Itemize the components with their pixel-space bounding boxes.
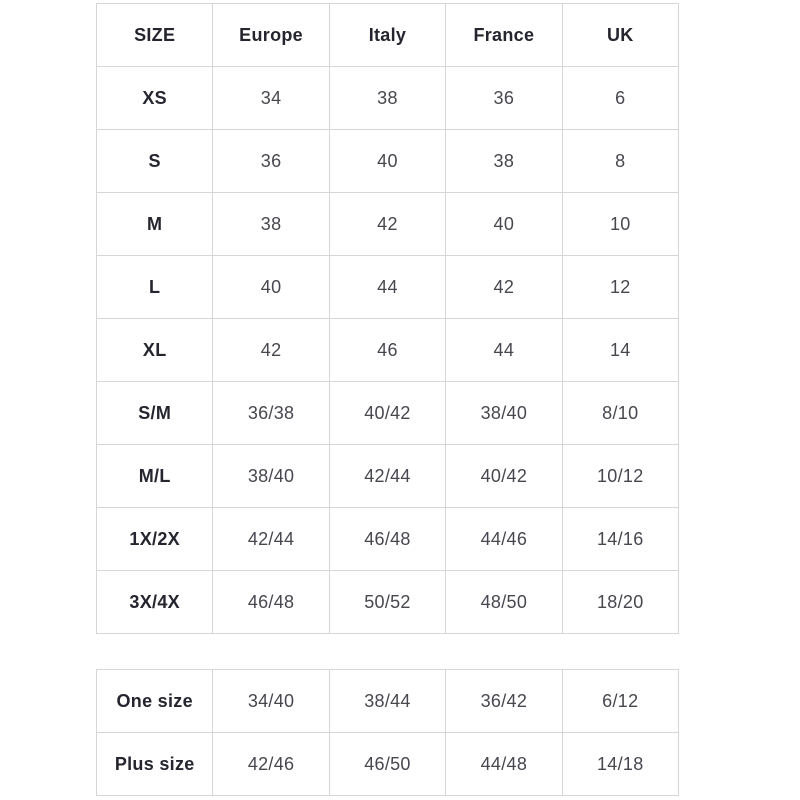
table-cell: 38/40: [446, 382, 562, 445]
table-cell: 6/12: [562, 670, 678, 733]
table-cell: 38/44: [329, 670, 445, 733]
table-cell: 8: [562, 130, 678, 193]
col-header-uk: UK: [562, 4, 678, 67]
table-cell: 44: [446, 319, 562, 382]
table-cell: 34: [213, 67, 329, 130]
table-cell: 42: [446, 256, 562, 319]
size-label-1x2x: 1X/2X: [97, 508, 213, 571]
table-cell: 34/40: [213, 670, 329, 733]
table-row-xs: [97, 67, 679, 130]
table-row-3x4x: [97, 571, 679, 634]
table-cell: 46/48: [213, 571, 329, 634]
table-row-l: [97, 256, 679, 319]
col-header-france: France: [446, 4, 562, 67]
table-cell: 10: [562, 193, 678, 256]
table-cell: 10/12: [562, 445, 678, 508]
table-gap: [96, 634, 679, 669]
table-row-plus-size: [97, 733, 679, 796]
table-row-ml: [97, 445, 679, 508]
table-cell: 14/18: [562, 733, 678, 796]
size-label-xs: XS: [97, 67, 213, 130]
table-cell: 36/38: [213, 382, 329, 445]
table-cell: 38: [446, 130, 562, 193]
col-header-size: SIZE: [97, 4, 213, 67]
table-cell: 42: [213, 319, 329, 382]
table-cell: 18/20: [562, 571, 678, 634]
table-cell: 38: [213, 193, 329, 256]
table-row-1x2x: [97, 508, 679, 571]
table-cell: 42/44: [329, 445, 445, 508]
table-cell: 42/44: [213, 508, 329, 571]
size-label-xl: XL: [97, 319, 213, 382]
table-cell: 42: [329, 193, 445, 256]
size-label-plus-size: Plus size: [97, 733, 213, 796]
table-cell: 40: [329, 130, 445, 193]
table-cell: 40: [213, 256, 329, 319]
size-label-ml: M/L: [97, 445, 213, 508]
col-header-europe: Europe: [213, 4, 329, 67]
table-cell: 36/42: [446, 670, 562, 733]
table-cell: 38/40: [213, 445, 329, 508]
size-label-s: S: [97, 130, 213, 193]
table-cell: 40/42: [446, 445, 562, 508]
header-row: [97, 4, 679, 67]
table-cell: 8/10: [562, 382, 678, 445]
col-header-italy: Italy: [329, 4, 445, 67]
table-cell: 40/42: [329, 382, 445, 445]
table-cell: 46/48: [329, 508, 445, 571]
size-conversion-table: [96, 3, 679, 634]
table-cell: 48/50: [446, 571, 562, 634]
size-label-one-size: One size: [97, 670, 213, 733]
table-row-m: [97, 193, 679, 256]
table-cell: 50/52: [329, 571, 445, 634]
table-cell: 36: [446, 67, 562, 130]
special-sizes-table: [96, 669, 679, 796]
table-row-s: [97, 130, 679, 193]
table-cell: 36: [213, 130, 329, 193]
table-row-sm: [97, 382, 679, 445]
table-cell: 14/16: [562, 508, 678, 571]
table-row-xl: [97, 319, 679, 382]
table-cell: 44/48: [446, 733, 562, 796]
table-cell: 40: [446, 193, 562, 256]
table-cell: 46/50: [329, 733, 445, 796]
table-cell: 12: [562, 256, 678, 319]
table-cell: 14: [562, 319, 678, 382]
size-label-sm: S/M: [97, 382, 213, 445]
table-cell: 38: [329, 67, 445, 130]
table-cell: 46: [329, 319, 445, 382]
table-cell: 42/46: [213, 733, 329, 796]
size-label-l: L: [97, 256, 213, 319]
table-cell: 6: [562, 67, 678, 130]
table-cell: 44: [329, 256, 445, 319]
table-cell: 44/46: [446, 508, 562, 571]
table-row-one-size: [97, 670, 679, 733]
size-label-m: M: [97, 193, 213, 256]
size-conversion-chart: [96, 3, 679, 796]
size-label-3x4x: 3X/4X: [97, 571, 213, 634]
